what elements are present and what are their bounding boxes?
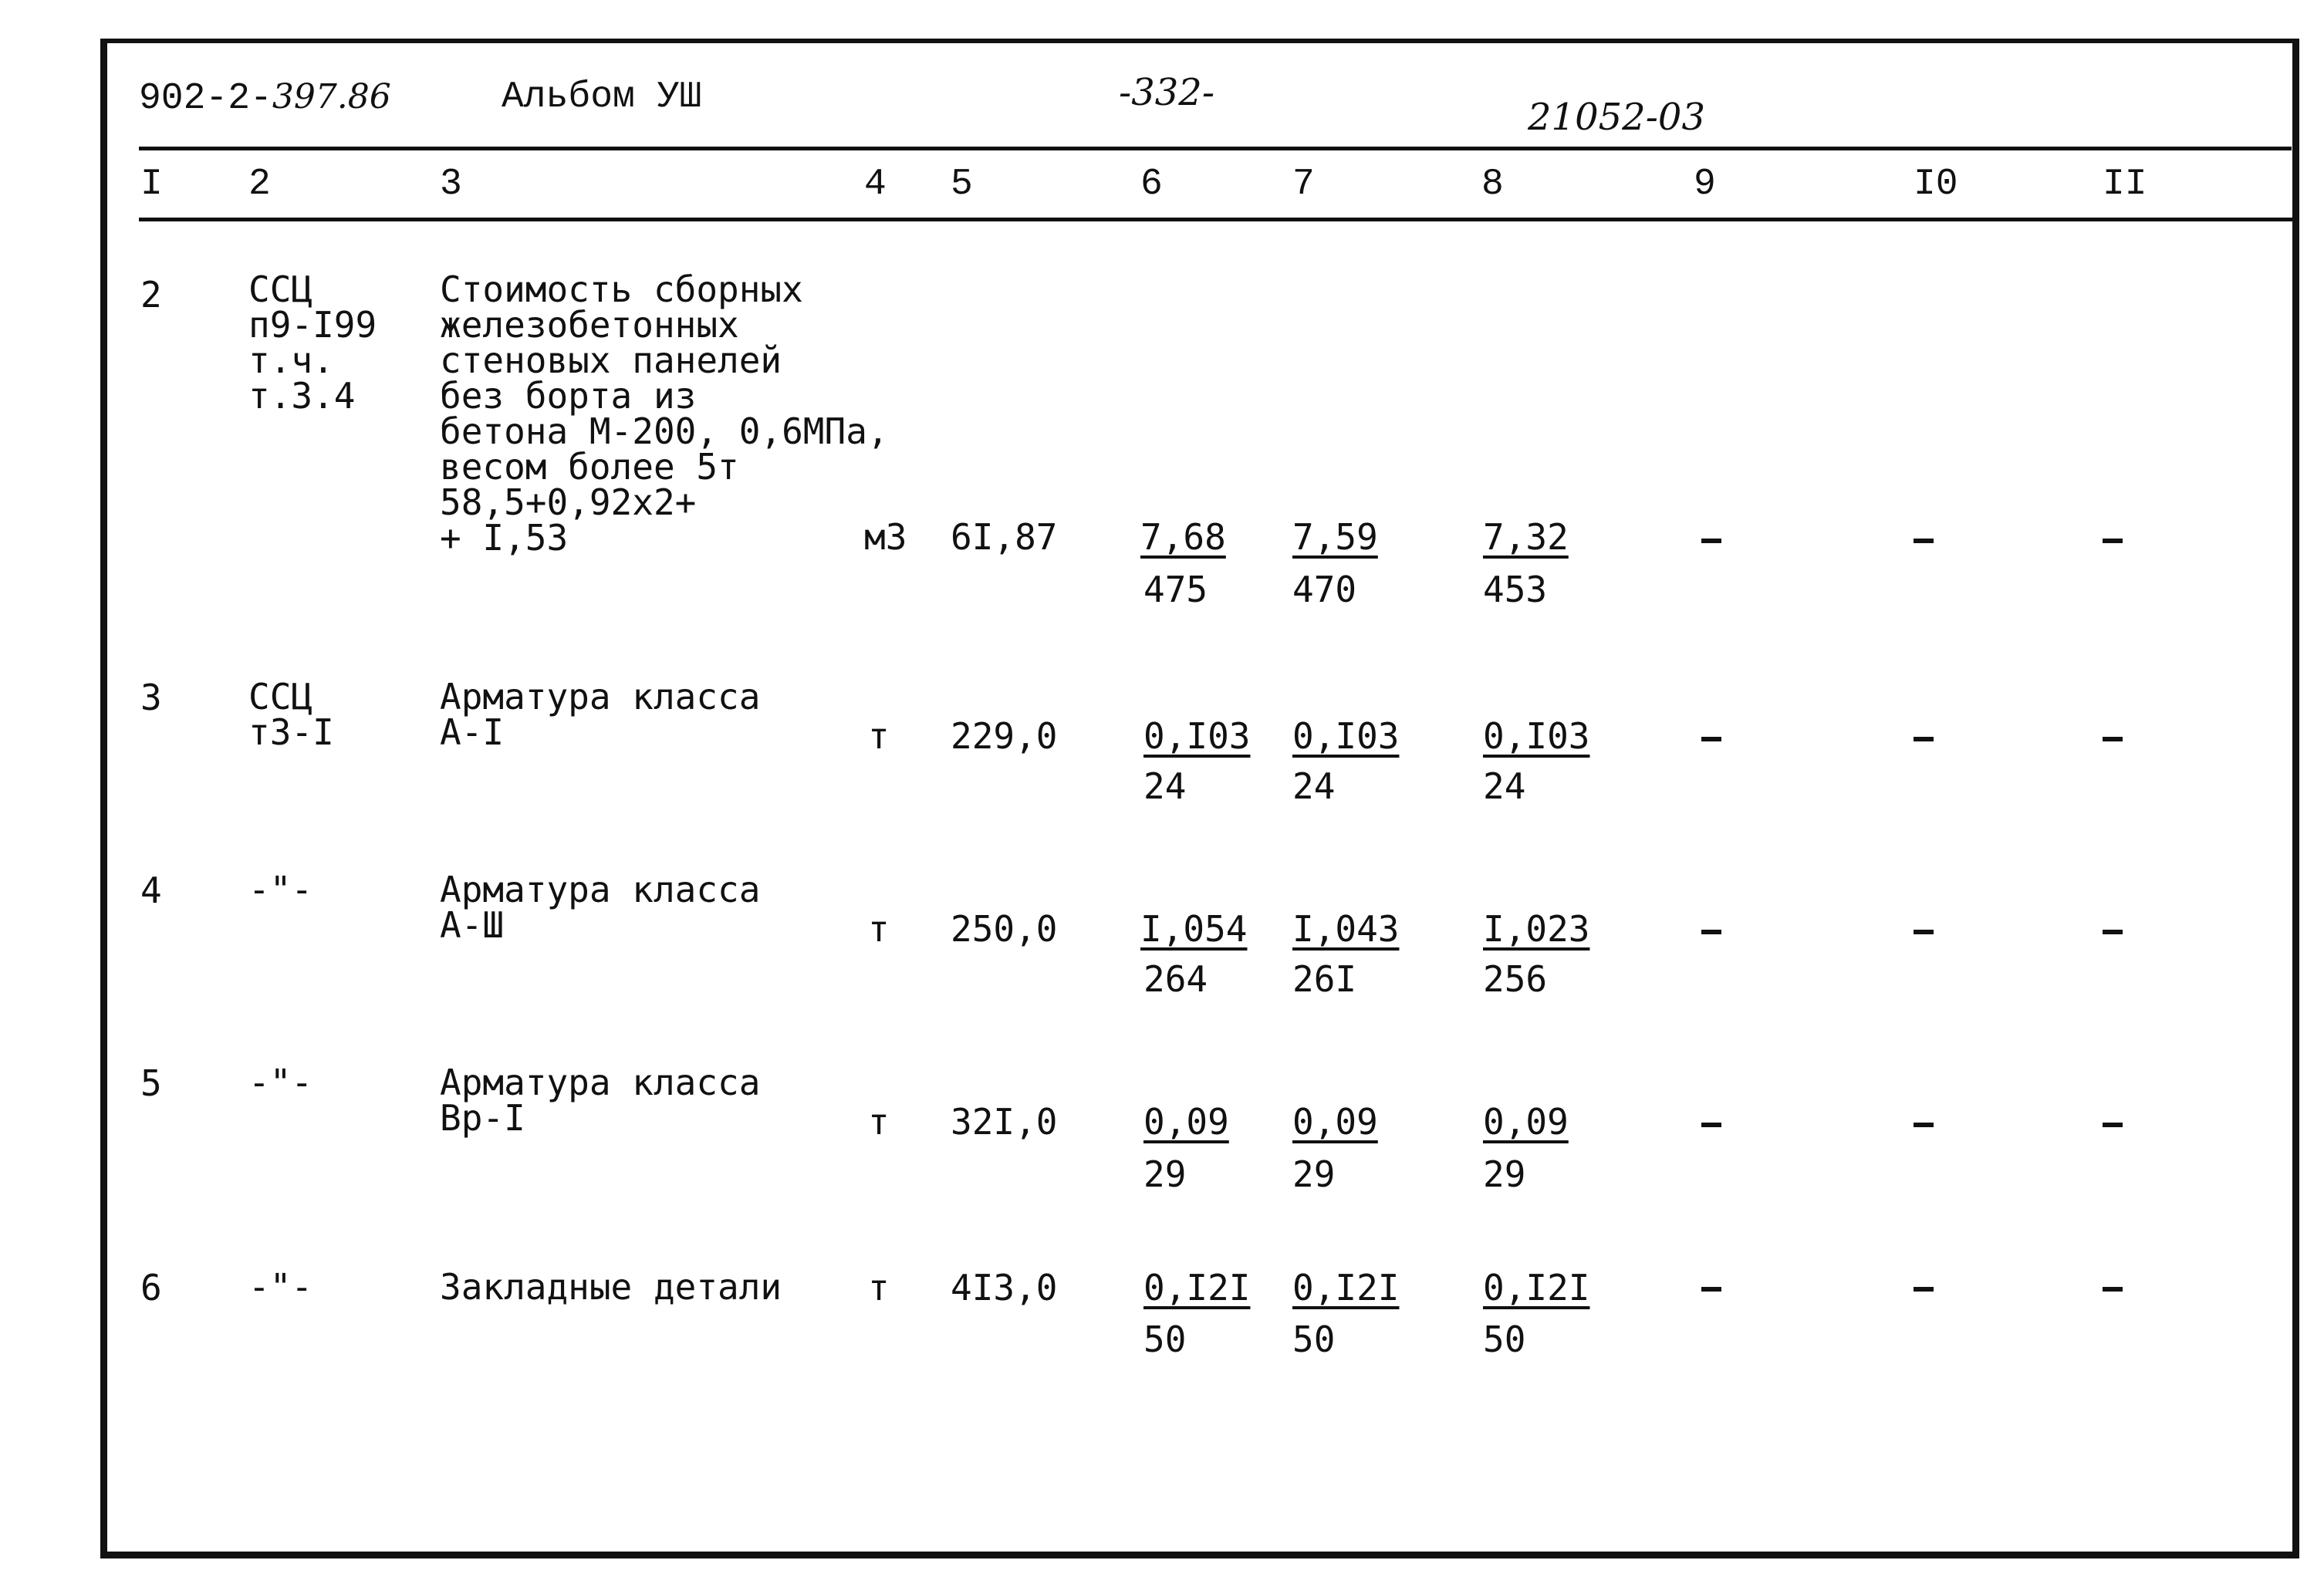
header-bottom-rule bbox=[139, 218, 2299, 221]
row-description: Закладные детали bbox=[440, 1266, 782, 1308]
row-description: Стоимость сборных железобетонных стеновых панелей без борта из бетона М-200, 0,6МПа, весом более 5т 58,5+0,92х2+ + I,53 bbox=[440, 268, 889, 559]
row-unit-price: 6I,87 bbox=[951, 516, 1058, 558]
col11-empty-dash bbox=[2103, 1123, 2123, 1127]
col10-empty-dash bbox=[1914, 1287, 1934, 1292]
col-header-7: 7 bbox=[1292, 164, 1315, 205]
col6-quantity: 0,I03 bbox=[1143, 715, 1251, 757]
sheet-code: 21052-03 bbox=[1528, 96, 1705, 139]
col11-empty-dash bbox=[2103, 1287, 2123, 1292]
col6-quantity: I,054 bbox=[1140, 908, 1248, 950]
col7-cost: 470 bbox=[1292, 569, 1357, 610]
document-code-handwritten: 397.86 bbox=[272, 77, 391, 117]
col9-empty-dash bbox=[1701, 737, 1721, 741]
row-number: 6 bbox=[140, 1267, 162, 1309]
row-reference: ССЦ т3-I bbox=[248, 676, 334, 753]
col8-cost: 24 bbox=[1483, 765, 1526, 807]
row-unit-price: 4I3,0 bbox=[951, 1267, 1058, 1309]
row-number: 2 bbox=[140, 274, 162, 316]
row-description: Арматура класса А-Ш bbox=[440, 869, 761, 946]
document-frame bbox=[100, 39, 2299, 1558]
row-unit: т bbox=[868, 715, 890, 757]
col7-cost: 50 bbox=[1292, 1319, 1336, 1360]
col9-empty-dash bbox=[1701, 930, 1721, 934]
col10-empty-dash bbox=[1914, 930, 1934, 934]
col-header-1: I bbox=[140, 164, 163, 205]
col7-quantity: 0,I03 bbox=[1292, 715, 1400, 757]
row-unit-price: 250,0 bbox=[951, 908, 1058, 950]
col6-cost: 475 bbox=[1143, 569, 1208, 610]
col6-cost: 29 bbox=[1143, 1153, 1187, 1195]
col6-cost: 24 bbox=[1143, 765, 1187, 807]
page-number: -332- bbox=[1119, 71, 1215, 114]
col9-empty-dash bbox=[1701, 1123, 1721, 1127]
row-unit: т bbox=[868, 1101, 890, 1143]
col11-empty-dash bbox=[2103, 737, 2123, 741]
col8-quantity: 0,I03 bbox=[1483, 715, 1590, 757]
document-code: 902-2-397.86 bbox=[139, 77, 391, 120]
col6-quantity: 0,09 bbox=[1143, 1101, 1229, 1143]
col6-quantity: 0,I2I bbox=[1143, 1267, 1251, 1309]
row-unit: м3 bbox=[864, 516, 907, 558]
row-description: Арматура класса Вр-I bbox=[440, 1062, 761, 1139]
col8-quantity: 7,32 bbox=[1483, 516, 1569, 558]
col8-cost: 29 bbox=[1483, 1153, 1526, 1195]
row-unit: т bbox=[868, 1267, 890, 1309]
col-header-2: 2 bbox=[248, 164, 271, 205]
col-header-6: 6 bbox=[1140, 164, 1163, 205]
col9-empty-dash bbox=[1701, 1287, 1721, 1292]
col-header-11: II bbox=[2103, 164, 2147, 205]
col7-cost: 29 bbox=[1292, 1153, 1336, 1195]
row-unit: т bbox=[868, 908, 890, 950]
col-header-3: 3 bbox=[440, 164, 462, 205]
col7-quantity: 7,59 bbox=[1292, 516, 1378, 558]
col6-quantity: 7,68 bbox=[1140, 516, 1226, 558]
col8-cost: 256 bbox=[1483, 958, 1548, 1000]
col6-cost: 50 bbox=[1143, 1319, 1187, 1360]
col9-empty-dash bbox=[1701, 539, 1721, 543]
col7-quantity: I,043 bbox=[1292, 908, 1400, 950]
col11-empty-dash bbox=[2103, 930, 2123, 934]
album-title: Альбом УШ bbox=[502, 76, 702, 118]
col10-empty-dash bbox=[1914, 737, 1934, 741]
col7-quantity: 0,I2I bbox=[1292, 1267, 1400, 1309]
col8-cost: 50 bbox=[1483, 1319, 1526, 1360]
col-header-4: 4 bbox=[864, 164, 887, 205]
col7-cost: 24 bbox=[1292, 765, 1336, 807]
row-number: 5 bbox=[140, 1062, 162, 1104]
col7-cost: 26I bbox=[1292, 958, 1357, 1000]
row-reference: ССЦ п9-I99 т.ч. т.3.4 bbox=[248, 268, 377, 417]
col7-quantity: 0,09 bbox=[1292, 1101, 1378, 1143]
col6-cost: 264 bbox=[1143, 958, 1208, 1000]
col8-quantity: 0,I2I bbox=[1483, 1267, 1590, 1309]
col-header-10: I0 bbox=[1914, 164, 1958, 205]
row-unit-price: 32I,0 bbox=[951, 1101, 1058, 1143]
col8-cost: 453 bbox=[1483, 569, 1548, 610]
row-number: 3 bbox=[140, 677, 162, 718]
col8-quantity: 0,09 bbox=[1483, 1101, 1569, 1143]
col8-quantity: I,023 bbox=[1483, 908, 1590, 950]
col11-empty-dash bbox=[2103, 539, 2123, 543]
row-reference: -"- bbox=[248, 869, 313, 910]
col-header-8: 8 bbox=[1481, 164, 1504, 205]
row-reference: -"- bbox=[248, 1266, 313, 1308]
row-description: Арматура класса А-I bbox=[440, 676, 761, 753]
col-header-5: 5 bbox=[951, 164, 973, 205]
col-header-9: 9 bbox=[1694, 164, 1716, 205]
row-unit-price: 229,0 bbox=[951, 715, 1058, 757]
col10-empty-dash bbox=[1914, 1123, 1934, 1127]
header-top-rule bbox=[139, 147, 2292, 150]
row-number: 4 bbox=[140, 870, 162, 911]
col10-empty-dash bbox=[1914, 539, 1934, 543]
row-reference: -"- bbox=[248, 1062, 313, 1103]
